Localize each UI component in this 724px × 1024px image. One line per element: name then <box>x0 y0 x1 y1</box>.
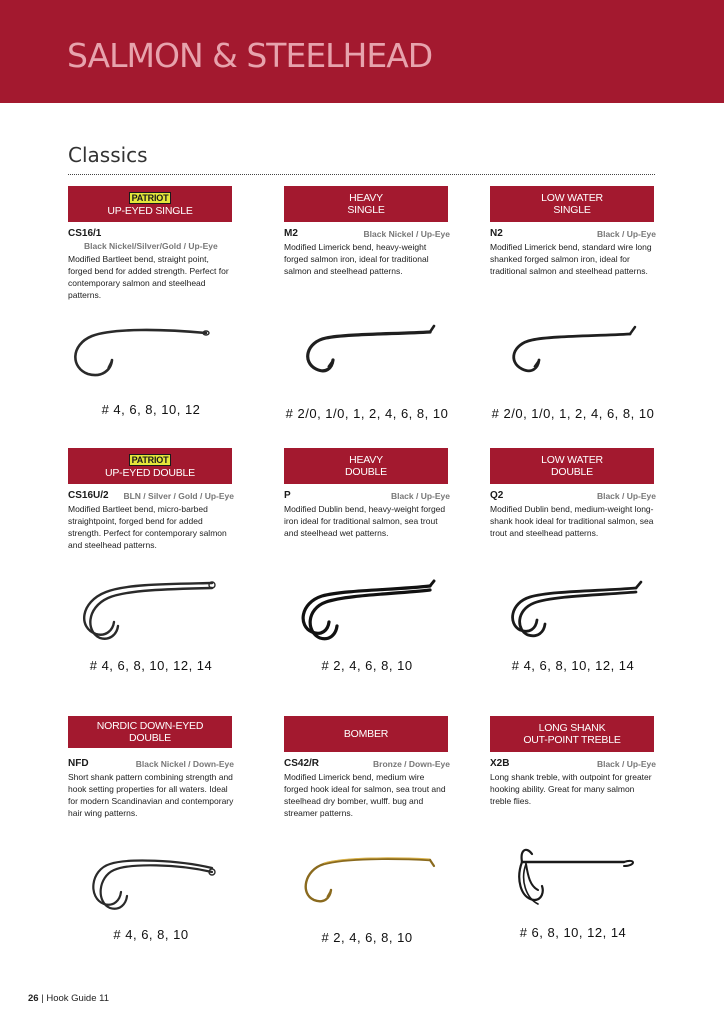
header-banner <box>0 0 724 103</box>
product-card-nfd <box>68 716 234 966</box>
product-description: Modified Dublin bend, medium-weight long-shank hook ideal for traditional salmon, sea trout and steelhead patterns. <box>490 504 654 538</box>
page-title: SALMON & STEELHEAD <box>67 36 433 75</box>
product-code: Q2 <box>490 490 504 501</box>
product-code: X2B <box>490 758 510 769</box>
product-label <box>68 448 232 484</box>
footer-separator: | <box>41 993 44 1004</box>
product-card-m2 <box>284 186 450 436</box>
product-card-p <box>284 448 450 698</box>
size-list: # 2, 4, 6, 8, 10 <box>321 930 413 945</box>
section-divider <box>68 174 655 175</box>
product-card-cs16-1 <box>68 186 234 436</box>
product-description: Modified Bartleet bend, micro-barbed straightpoint, forged bend for added strength. Perfect for contemporary salmon and steelhead patterns. <box>68 504 227 550</box>
double-hook-image <box>284 576 450 646</box>
product-code: CS16U/2 <box>68 490 109 501</box>
product-card-cs42-r <box>284 716 450 966</box>
product-finish: Bronze / Down-Eye <box>373 759 450 769</box>
single-hook-image <box>284 848 450 918</box>
label-line: SINGLE <box>553 204 591 216</box>
single-hook-image <box>68 316 234 386</box>
product-label <box>490 448 654 484</box>
page-number: 26 <box>28 993 39 1004</box>
product-card-n2 <box>490 186 656 436</box>
single-hook-image <box>490 316 656 386</box>
treble-hook-image <box>490 842 656 912</box>
product-finish: Black / Up-Eye <box>596 759 656 769</box>
label-line: DOUBLE <box>551 466 593 478</box>
product-description: Short shank pattern combining strength and hook setting properties for all waters. Ideal for modern Scandinavian and contemporary hair wing patterns. <box>68 772 234 818</box>
label-line: UP-EYED DOUBLE <box>105 466 195 479</box>
section-title: Classics <box>68 143 148 167</box>
product-description: Modified Limerick bend, standard wire long shanked forged salmon iron, ideal for traditional salmon and steelhead patterns. <box>490 242 652 276</box>
label-line: OUT-POINT TREBLE <box>523 734 621 746</box>
product-label <box>284 186 448 222</box>
patriot-badge: PATRIOT <box>129 192 172 204</box>
product-code: CS42/R <box>284 758 320 769</box>
product-label <box>284 716 448 752</box>
double-hook-image <box>68 576 234 646</box>
size-list: # 4, 6, 8, 10, 12, 14 <box>89 658 213 673</box>
size-list: # 6, 8, 10, 12, 14 <box>519 925 627 940</box>
page-footer <box>28 993 109 1004</box>
product-code: NFD <box>68 758 89 769</box>
label-line: BOMBER <box>343 728 389 740</box>
product-finish: BLN / Silver / Gold / Up-Eye <box>123 491 234 501</box>
label-line: SINGLE <box>347 204 385 216</box>
label-line: HEAVY <box>349 454 383 466</box>
size-list: # 4, 6, 8, 10, 12, 14 <box>511 658 635 673</box>
label-line: DOUBLE <box>129 732 171 744</box>
product-code: P <box>284 490 291 501</box>
product-finish: Black Nickel / Up-Eye <box>363 229 450 239</box>
product-description: Modified Dublin bend, heavy-weight forged iron ideal for traditional salmon, sea trout and steelhead wet patterns. <box>284 504 446 538</box>
product-finish: Black / Up-Eye <box>596 491 656 501</box>
product-code: M2 <box>284 228 298 239</box>
product-finish: Black Nickel / Down-Eye <box>135 759 234 769</box>
product-description: Modified Bartleet bend, straight point, forged bend for added strength. Perfect for contemporary salmon and steelhead patterns. <box>68 254 229 300</box>
label-line: UP-EYED SINGLE <box>107 204 193 217</box>
size-list: # 2/0, 1/0, 1, 2, 4, 6, 8, 10 <box>285 406 449 421</box>
size-list: # 2/0, 1/0, 1, 2, 4, 6, 8, 10 <box>491 406 655 421</box>
product-label <box>68 716 232 748</box>
product-label <box>284 448 448 484</box>
product-card-q2 <box>490 448 656 698</box>
double-hook-image <box>68 846 234 916</box>
patriot-badge: PATRIOT <box>129 454 172 466</box>
product-code: CS16/1 <box>68 228 102 239</box>
label-line: HEAVY <box>349 192 383 204</box>
product-description: Modified Limerick bend, medium wire forged hook ideal for salmon, sea trout and steelhead dry bomber, wulff. bug and streamer patterns. <box>284 772 446 818</box>
size-list: # 2, 4, 6, 8, 10 <box>321 658 413 673</box>
product-description: Long shank treble, with outpoint for greater hooking ability. Great for many salmon treble flies. <box>490 772 652 806</box>
label-line: LOW WATER <box>541 192 603 204</box>
product-label <box>490 186 654 222</box>
product-description: Modified Limerick bend, heavy-weight forged salmon iron, ideal for traditional salmon and steelhead patterns. <box>284 242 429 276</box>
product-finish: Black / Up-Eye <box>596 229 656 239</box>
product-label <box>68 186 232 222</box>
size-list: # 4, 6, 8, 10, 12 <box>101 402 201 417</box>
label-line: LONG SHANK <box>538 722 606 734</box>
label-line: NORDIC DOWN-EYED <box>96 720 204 732</box>
size-list: # 4, 6, 8, 10 <box>113 927 189 942</box>
label-line: LOW WATER <box>541 454 603 466</box>
product-finish: Black Nickel/Silver/Gold / Up-Eye <box>84 241 218 251</box>
product-code: N2 <box>490 228 503 239</box>
guide-name: Hook Guide 11 <box>46 993 109 1004</box>
label-line: DOUBLE <box>345 466 387 478</box>
product-label <box>490 716 654 752</box>
product-finish: Black / Up-Eye <box>390 491 450 501</box>
product-card-cs16u-2 <box>68 448 234 698</box>
double-hook-image <box>490 576 656 646</box>
single-hook-image <box>284 316 450 386</box>
product-card-x2b <box>490 716 656 966</box>
